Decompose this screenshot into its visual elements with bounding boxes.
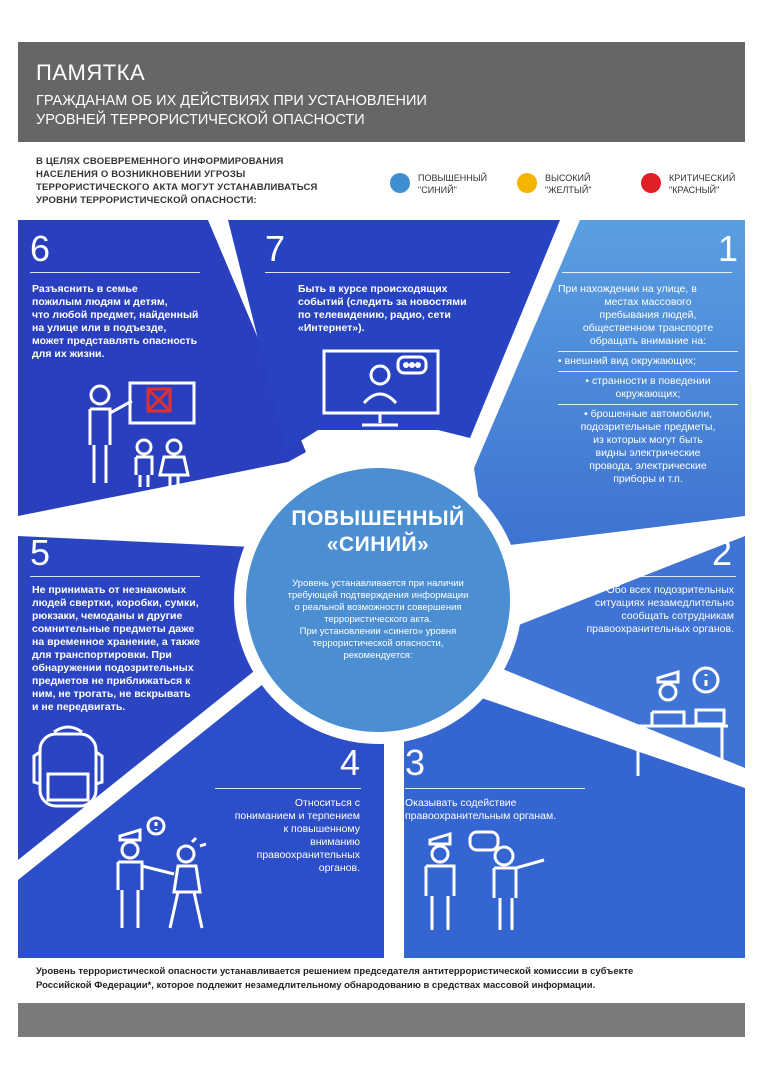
text-line: и не передвигать. <box>32 701 126 713</box>
page-title: ПАМЯТКА <box>36 60 146 85</box>
text-line: предметов не приближаться к <box>32 675 191 687</box>
text-line: на улице или в подъезде, <box>32 322 167 334</box>
text-line: пожилым людям и детям, <box>32 296 168 308</box>
step-number-6: 6 <box>30 228 51 269</box>
text-line: обращать внимание на: <box>589 335 707 347</box>
text-line: вниманию <box>310 836 360 848</box>
center-text-line: При установлении «синего» уровня <box>299 626 457 637</box>
text-line: пониманием и терпением <box>234 810 360 822</box>
blue-dot-icon <box>390 173 410 193</box>
level-yellow <box>517 172 592 196</box>
text-line: правоохранительных органов. <box>586 623 734 635</box>
yellow-dot-icon <box>517 173 537 193</box>
text-line: пребывания людей, <box>599 309 697 321</box>
text-line: на временное хранение, а также <box>32 636 201 648</box>
text-line: При нахождении на улице, в <box>558 283 697 295</box>
divider <box>265 272 510 273</box>
footer-line: Российской Федерации*, которое подлежит незамедлительному обнародованию в средствах массовой информации. <box>36 980 596 991</box>
text-line: ситуациях незамедлительно <box>594 597 734 609</box>
center-text-line: требующей подтверждения информации <box>287 590 469 601</box>
panel-7-text <box>298 283 518 335</box>
text-line: органов. <box>318 862 360 874</box>
divider <box>30 272 200 273</box>
text-line: ним, не трогать, не вскрывать <box>32 688 191 700</box>
text-line: к повышенному <box>283 823 360 835</box>
level-label: ВЫСОКИЙ <box>545 173 591 183</box>
text-line: событий (следить за новостями <box>298 296 467 308</box>
intro-line: УРОВНИ ТЕРРОРИСТИЧЕСКОЙ ОПАСНОСТИ: <box>36 195 257 206</box>
level-blue <box>390 172 487 196</box>
step-number-7: 7 <box>265 228 286 269</box>
subtitle-line: ГРАЖДАНАМ ОБ ИХ ДЕЙСТВИЯХ ПРИ УСТАНОВЛЕНИИ <box>36 93 427 109</box>
red-dot-icon <box>641 173 661 193</box>
divider <box>405 788 585 789</box>
divider <box>558 404 738 405</box>
text-line: рюкзаки, чемоданы и другие <box>32 610 183 622</box>
center-title <box>258 506 498 558</box>
text-line: сомнительные предметы даже <box>32 623 195 635</box>
text-line: для транспортировки. При <box>32 649 172 661</box>
text-line: общественном транспорте <box>582 322 714 334</box>
text-line: Быть в курсе происходящих <box>298 283 448 295</box>
center-text-line: террористической опасности, <box>312 638 444 649</box>
text-line: Оказывать содействие <box>405 797 517 809</box>
level-label: ПОВЫШЕННЫЙ <box>418 173 488 183</box>
intro-line: ТЕРРОРИСТИЧЕСКОГО АКТА МОГУТ УСТАНАВЛИВАТЬСЯ <box>36 182 318 193</box>
step-number-2: 2 <box>712 532 733 573</box>
backpack-icon <box>32 722 104 810</box>
text-line: подозрительные предметы, <box>580 421 716 433</box>
step-number-4: 4 <box>340 742 361 783</box>
center-text-line: террористического акта. <box>324 614 432 625</box>
text-line: для их жизни. <box>32 348 105 360</box>
intro-line: НАСЕЛЕНИЯ О ВОЗНИКНОВЕНИИ УГРОЗЫ <box>36 169 246 180</box>
subtitle-line: УРОВНЕЙ ТЕРРОРИСТИЧЕСКОЙ ОПАСНОСТИ <box>36 112 365 128</box>
panel-5-text <box>32 584 246 714</box>
text-line: сообщать сотрудникам <box>621 610 734 622</box>
intro-line: В ЦЕЛЯХ СВОЕВРЕМЕННОГО ИНФОРМИРОВАНИЯ <box>36 156 284 167</box>
panel-1-text <box>558 283 738 486</box>
text-line: обнаружении подозрительных <box>32 662 194 674</box>
text-line: по телевидению, радио, сети <box>298 309 451 321</box>
center-description <box>258 578 498 662</box>
panel-2-text <box>556 584 734 636</box>
center-text-line: Уровень устанавливается при наличии <box>292 578 464 589</box>
center-text-line: рекомендуется: <box>343 650 413 661</box>
page-subtitle <box>36 92 596 130</box>
panel-4-text <box>196 797 360 875</box>
level-label: "СИНИЙ" <box>418 185 457 195</box>
level-label: КРИТИЧЕСКИЙ <box>669 173 736 183</box>
step-number-1: 1 <box>718 228 739 269</box>
text-line: • странности в поведении <box>585 375 711 387</box>
text-line: Разъяснить в семье <box>32 283 138 295</box>
step-number-5: 5 <box>30 532 51 573</box>
divider <box>566 576 736 577</box>
teacher-children-icon <box>80 375 200 490</box>
text-line: может представлять опасность <box>32 335 198 347</box>
text-line: «Интернет»). <box>298 322 365 334</box>
center-title-line: «СИНИЙ» <box>326 533 430 556</box>
text-line: правоохранительных <box>256 849 360 861</box>
text-line: видны электрические <box>595 447 701 459</box>
text-line: приборы и т.п. <box>613 473 683 485</box>
text-line: Обо всех подозрительных <box>606 584 734 596</box>
level-red <box>641 172 735 196</box>
text-line: Относиться с <box>294 797 360 809</box>
text-line: • брошенные автомобили, <box>583 408 712 420</box>
tv-news-icon <box>322 345 442 430</box>
text-line: • внешний вид окружающих; <box>558 355 697 367</box>
footer-bar <box>18 1003 745 1037</box>
center-text-line: о реальной возможности совершения <box>294 602 462 613</box>
center-title-line: ПОВЫШЕННЫЙ <box>291 507 465 530</box>
text-line: людей свертки, коробки, сумки, <box>32 597 199 609</box>
divider <box>30 576 200 577</box>
divider <box>558 351 738 352</box>
text-line: правоохранительным органам. <box>405 810 557 822</box>
text-line: провода, электрические <box>589 460 707 472</box>
step-number-3: 3 <box>405 742 426 783</box>
level-label: "ЖЕЛТЫЙ" <box>545 185 592 195</box>
footer-note <box>36 965 736 993</box>
text-line: Не принимать от незнакомых <box>32 584 187 596</box>
divider <box>562 272 732 273</box>
police-assist-icon <box>420 826 550 936</box>
police-search-icon <box>112 816 212 934</box>
text-line: что любой предмет, найденный <box>32 309 199 321</box>
intro-text <box>36 155 356 207</box>
police-officer-desk-icon <box>630 664 730 779</box>
panel-6-text <box>32 283 252 361</box>
text-line: из которых могут быть <box>593 434 703 446</box>
panel-3-text <box>405 797 625 823</box>
text-line: окружающих; <box>615 388 681 400</box>
text-line: местах массового <box>604 296 692 308</box>
divider <box>215 788 361 789</box>
divider <box>558 371 738 372</box>
footer-line: Уровень террористической опасности устанавливается решением председателя антитеррористической комиссии в субъекте <box>36 966 634 977</box>
level-label: "КРАСНЫЙ" <box>669 185 720 195</box>
